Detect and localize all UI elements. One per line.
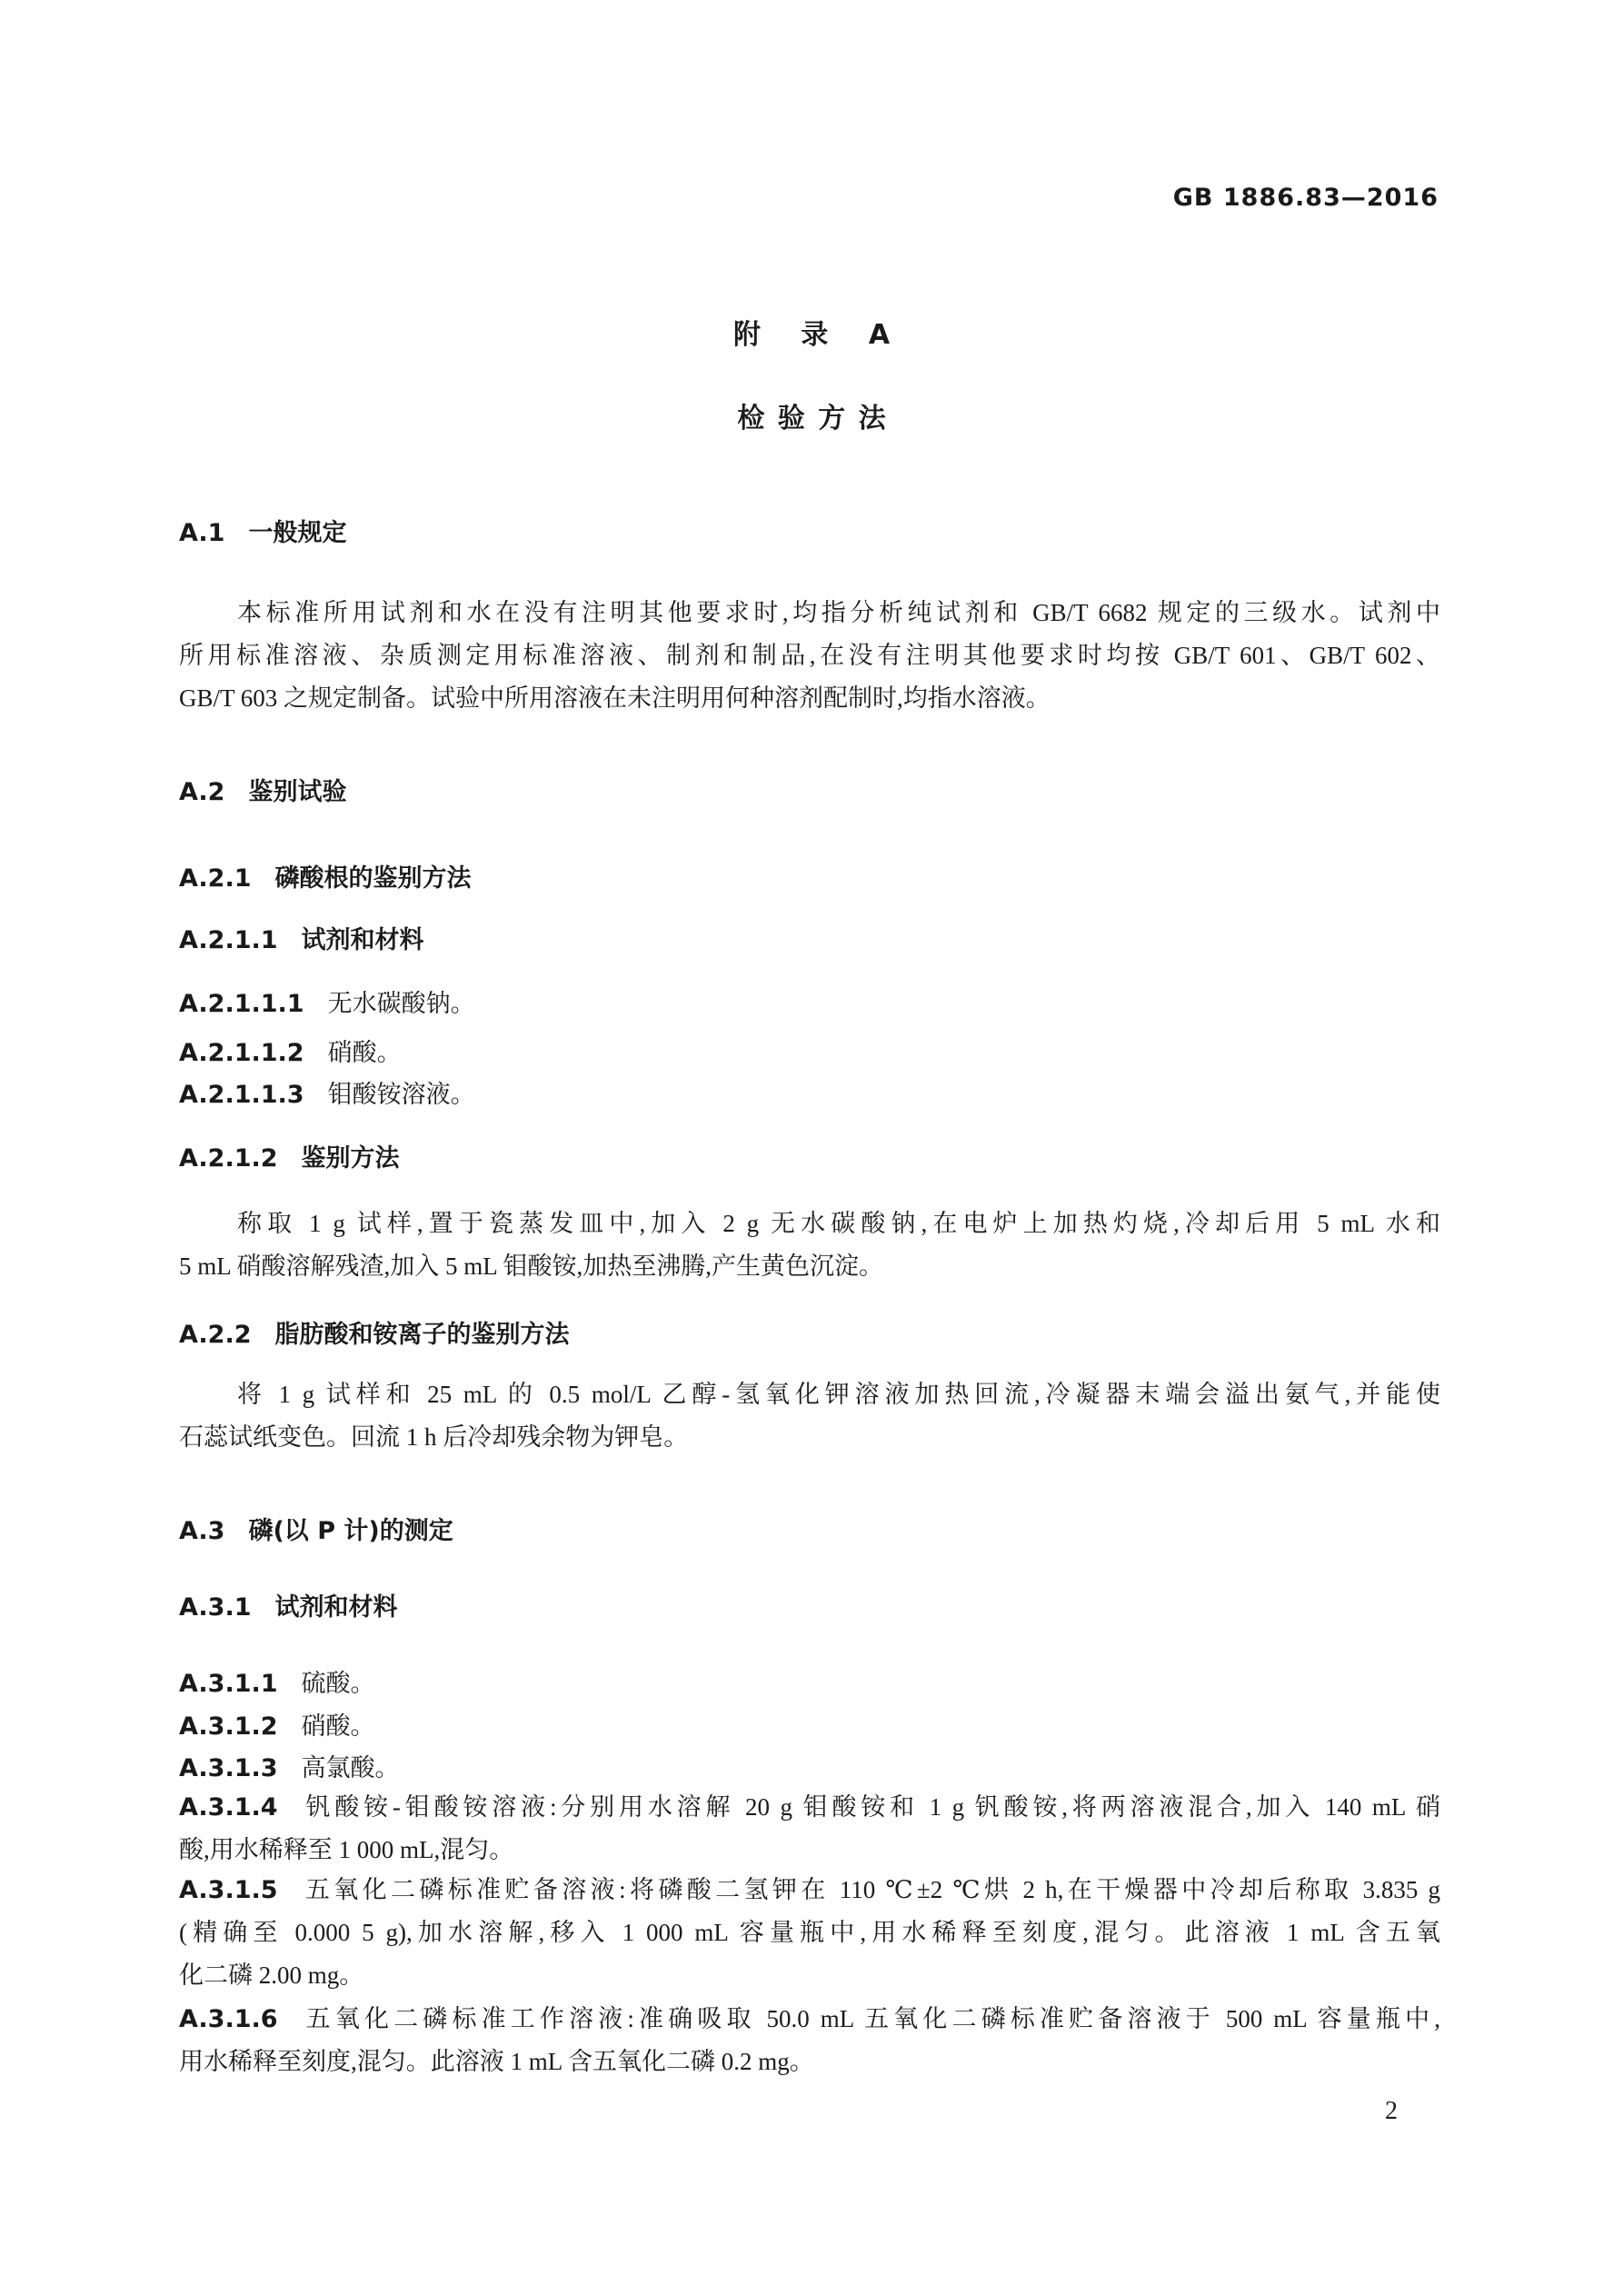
annex-title: 附 录 A [732,319,891,351]
clause-number: A.3 [179,1517,225,1545]
clause-number: A.3.1.5 [179,1876,278,1904]
paragraph-line: 将 1 g 试样和 25 mL 的 0.5 mol/L 乙醇-氢氧化钾溶液加热回流,冷凝器末端会溢出氨气,并能使 [237,1381,1440,1408]
clause-text: 硝酸。 [301,1712,375,1740]
clause-a2111 [179,990,1440,1018]
heading-title: 试剂和材料 [301,926,424,954]
clause-number: A.3.1.3 [179,1754,278,1782]
clause-a2113 [179,1081,1440,1109]
clause-number: A.2.2 [179,1321,252,1349]
clause-number: A.2.1.1.1 [179,990,304,1018]
clause-a312 [179,1712,1440,1741]
clause-a315 [179,1869,1440,1997]
clause-text: 硫酸。 [301,1670,375,1697]
heading-a31 [179,1593,1440,1622]
clause-line: 化二磷 2.00 mg。 [179,1962,364,1989]
clause-a313 [179,1754,1440,1782]
clause-line [179,1786,1440,1829]
clause-text: 无水碳酸钠。 [327,990,475,1017]
paragraph-a1 [179,592,1440,720]
clause-number: A.3.1.1 [179,1670,278,1698]
page-number: 2 [1385,2097,1398,2125]
clause-number: A.2.1.1.3 [179,1081,304,1109]
heading-title: 一般规定 [248,519,347,547]
heading-title: 磷酸根的鉴别方法 [274,864,472,893]
clause-text: 五氧化二磷标准贮备溶液:将磷酸二氢钾在 110 ℃±2 ℃烘 2 h,在干燥器中冷却后称取 3.835 g [301,1876,1440,1903]
clause-text: 钒酸铵-钼酸铵溶液:分别用水溶解 20 g 钼酸铵和 1 g 钒酸铵,将两溶液混合,加入 140 mL 硝 [301,1793,1440,1821]
clause-number: A.2.1.1.2 [179,1039,304,1067]
clause-line [179,1998,1440,2041]
doc-code: GB 1886.83—2016 [1172,184,1439,212]
heading-a1 [179,519,1440,547]
clause-number: A.3.1.4 [179,1793,278,1822]
clause-number: A.2.1.2 [179,1144,278,1173]
paragraph-line: 称取 1 g 试样,置于瓷蒸发皿中,加入 2 g 无水碳酸钠,在电炉上加热灼烧,冷却后用 5 mL 水和 [237,1210,1440,1237]
clause-text: 高氯酸。 [301,1754,400,1782]
paragraph-line: 所用标准溶液、杂质测定用标准溶液、制剂和制品,在没有注明其他要求时均按 GB/T 601、GB/T 602、 [179,642,1440,669]
clause-line: 用水稀释至刻度,混匀。此溶液 1 mL 含五氧化二磷 0.2 mg。 [179,2048,814,2075]
paragraph-line: 本标准所用试剂和水在没有注明其他要求时,均指分析纯试剂和 GB/T 6682 规定的三级水。试剂中 [237,599,1440,626]
heading-title: 脂肪酸和铵离子的鉴别方法 [274,1321,570,1349]
clause-a314 [179,1786,1440,1872]
heading-title: 磷(以 P 计)的测定 [248,1517,453,1545]
clause-number: A.2 [179,778,225,806]
heading-a211 [179,926,1440,954]
clause-number: A.2.1 [179,864,252,893]
heading-a21 [179,864,1440,893]
heading-title: 鉴别方法 [301,1144,400,1173]
clause-a316 [179,1998,1440,2083]
paragraph-line: 5 mL 硝酸溶解残渣,加入 5 mL 钼酸铵,加热至沸腾,产生黄色沉淀。 [179,1253,883,1280]
clause-line [179,1869,1440,1912]
heading-title: 试剂和材料 [274,1593,398,1622]
clause-number: A.3.1.2 [179,1712,278,1741]
heading-title: 鉴别试验 [248,778,347,806]
clause-text: 硝酸。 [327,1039,402,1066]
heading-a3 [179,1517,1440,1545]
clause-number: A.2.1.1 [179,926,278,954]
clause-a311 [179,1670,1440,1698]
paragraph-line: 石蕊试纸变色。回流 1 h 后冷却残余物为钾皂。 [179,1423,689,1451]
clause-number: A.1 [179,519,225,547]
clause-text: 钼酸铵溶液。 [327,1081,475,1108]
annex-subtitle: 检 验 方 法 [737,403,886,434]
paragraph-a22 [179,1373,1440,1459]
heading-a2 [179,778,1440,806]
clause-line: (精确至 0.000 5 g),加水溶解,移入 1 000 mL 容量瓶中,用水稀释至刻度,混匀。此溶液 1 mL 含五氧 [179,1919,1440,1946]
clause-number: A.3.1 [179,1593,252,1622]
paragraph-a212 [179,1203,1440,1288]
clause-number: A.3.1.6 [179,2005,278,2033]
paragraph-line: GB/T 603 之规定制备。试验中所用溶液在未注明用何种溶剂配制时,均指水溶液。 [179,684,1050,712]
clause-text: 五氧化二磷标准工作溶液:准确吸取 50.0 mL 五氧化二磷标准贮备溶液于 500 mL 容量瓶中, [301,2005,1440,2032]
heading-a22 [179,1321,1440,1349]
clause-a2112 [179,1039,1440,1067]
heading-a212 [179,1144,1440,1173]
clause-line: 酸,用水稀释至 1 000 mL,混匀。 [179,1836,514,1863]
